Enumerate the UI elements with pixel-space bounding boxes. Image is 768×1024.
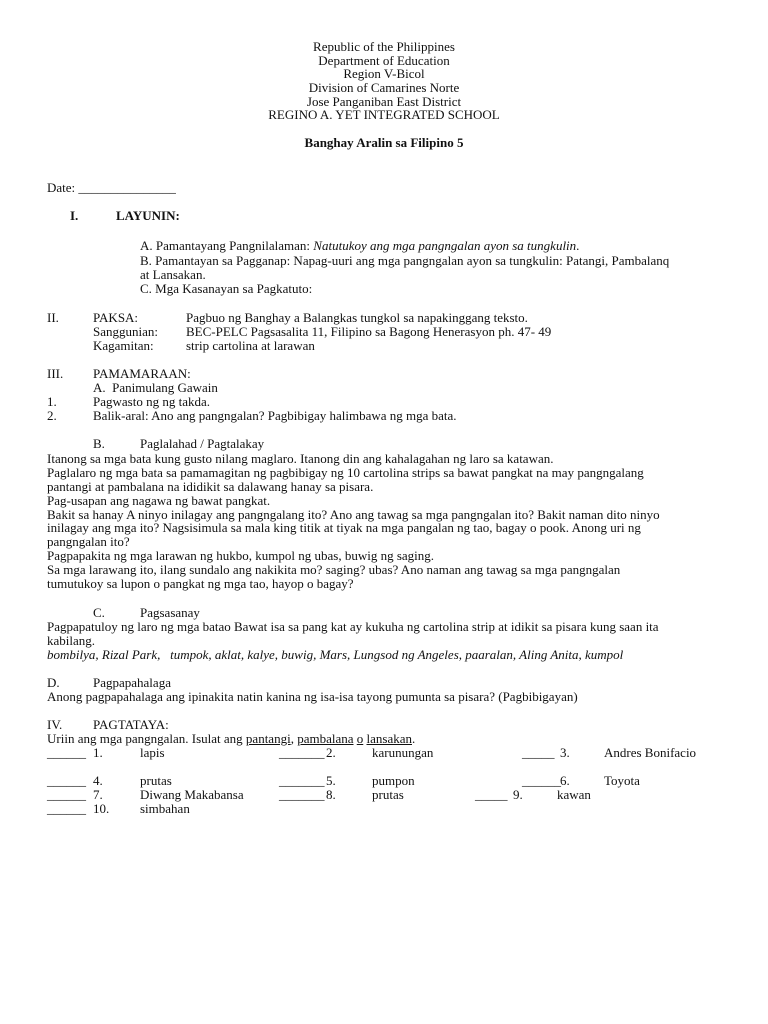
item-number-6: 6. [560,773,570,788]
item-a-text: Natutukoy ang mga pangngalan ayon sa tungkulin [313,238,577,253]
paglalahad-line-3: pantangi at pambalana na ididikit sa dalawang hanay sa pisara. [47,479,374,494]
item-number-3: 3. [560,745,570,760]
item-word-7: Diwang Makabansa [140,787,244,802]
item-a-label: A. Pamantayang Pangnilalaman: [140,238,314,253]
section3-b-letter: B. [93,436,105,451]
item-number-8: 8. [326,787,336,802]
paglalahad-line-6: inilagay ang mga ito? Nagsisimula sa mala king titik at tiyak na mga pangalan ng tao, bagay o pook. Anong uri ng [47,520,641,535]
paglalahad-line-5: Bakit sa hanay A ninyo inilagay ang pangngalang ito? Ano ang tawag sa mga pangngalan ito? Bakit naman dito ninyo [47,507,660,522]
answer-blank-2: _______ [279,745,325,760]
section3-c-letter: C. [93,605,105,620]
item-word-5: pumpon [372,773,415,788]
header-district: Jose Panganiban East District [306,94,462,109]
item-number-1: 1. [93,745,103,760]
paglalahad-line-7: pangngalan ito? [47,534,130,549]
instructions-lansakan: lansakan [366,731,412,746]
answer-blank-1: ______ [47,745,86,760]
item-number-2: 2. [326,745,336,760]
section3-heading: PAMAMARAAN: [93,366,191,381]
date-line: Date: _______________ [47,180,176,195]
item-number-9: 9. [513,787,523,802]
header-region: Region V-Bicol [343,66,425,81]
section1-numeral: I. [70,208,79,223]
answer-blank-3: _____ [522,745,555,760]
section1-item-b-line2: at Lansakan. [140,267,206,282]
section1-item-c: C. Mga Kasanayan sa Pagkatuto: [140,281,313,296]
paglalahad-line-8: Pagpapakita ng mga larawan ng hukbo, kumpol ng ubas, buwig ng saging. [47,548,435,563]
instructions-start: Uriin ang mga pangngalan. Isulat ang [47,731,246,746]
item-word-6: Toyota [604,773,640,788]
header-division: Division of Camarines Norte [308,80,460,95]
paglalahad-line-10: tumutukoy sa lupon o pangkat ng mga tao, hayop o bagay? [47,576,354,591]
paglalahad-line-9: Sa mga larawang ito, ilang sundalo ang nakikita mo? saging? ubas? Ano naman ang tawag sa mga pangngalan [47,562,621,577]
item-word-10: simbahan [140,801,190,816]
paglalahad-line-1: Itanong sa mga bata kung gusto nilang maglaro. Itanong din ang kahalagahan ng laro sa katawan. [47,451,554,466]
section4-numeral: IV. [47,717,63,732]
section2-label-paksa: PAKSA: [93,310,139,325]
paglalahad-line-2: Paglalaro ng mga bata sa pamamagitan ng pagbibigay ng 10 cartolina strips sa bawat pangkat na may pangngalang [47,465,644,480]
item-word-3: Andres Bonifacio [604,745,697,760]
item-word-4: prutas [140,773,172,788]
item-number-10: 10. [93,801,110,816]
instructions-pambalana: pambalana [297,731,354,746]
section3-c-heading: Pagsasanay [140,605,200,620]
section3-b-heading: Paglalahad / Pagtalakay [140,436,265,451]
section3-d-heading: Pagpapahalaga [93,675,171,690]
section4-instructions [47,732,415,746]
header-school: REGINO A. YET INTEGRATED SCHOOL [268,107,500,122]
section2-label-sanggunian: Sanggunian: [93,324,158,339]
paglalahad-line-4: Pag-usapan ang nagawa ng bawat pangkat. [47,493,271,508]
item-a-end: . [576,238,580,253]
section3-item1-number: 1. [47,394,57,409]
section2-label-kagamitan: Kagamitan: [93,338,154,353]
answer-blank-8: _______ [279,787,325,802]
section1-heading: LAYUNIN: [116,208,180,223]
section3-item2-text: Balik-aral: Ano ang pangngalan? Pagbibigay halimbawa ng mga bata. [93,408,457,423]
answer-blank-9: _____ [475,787,508,802]
section3-a-heading: A. Panimulang Gawain [93,380,218,395]
section3-numeral: III. [47,366,64,381]
section2-value-paksa: Pagbuo ng Banghay a Balangkas tungkol sa napakinggang teksto. [186,310,528,325]
pagpapahalaga-question: Anong pagpapahalaga ang ipinakita natin kanina ng isa-isa tayong pumunta sa pisara? (Pagbibigayan) [47,689,578,704]
section1-item-a [140,239,579,253]
answer-blank-4: ______ [47,773,86,788]
answer-blank-10: ______ [47,801,86,816]
item-word-9: kawan [557,787,591,802]
item-word-1: lapis [140,745,165,760]
item-word-2: karunungan [372,745,434,760]
section2-value-kagamitan: strip cartolina at larawan [186,338,315,353]
section3-item1-text: Pagwasto ng ng takda. [93,394,210,409]
section2-value-sanggunian: BEC-PELC Pagsasalita 11, Filipino sa Bagong Henerasyon ph. 47- 49 [186,324,552,339]
instructions-end: . [411,731,416,746]
item-number-5: 5. [326,773,336,788]
answer-blank-5: _______ [279,773,325,788]
pagsasanay-line-1: Pagpapatuloy ng laro ng mga batao Bawat isa sa pang kat ay kukuha ng cartolina strip at idikit sa pisara kung saan ita [47,619,659,634]
item-number-7: 7. [93,787,103,802]
item-number-4: 4. [93,773,103,788]
section4-heading: PAGTATAYA: [93,717,169,732]
header-department: Department of Education [318,53,450,68]
answer-blank-6: ______ [522,773,561,788]
answer-blank-7: ______ [47,787,86,802]
instructions-pantangi: pantangi [245,731,291,746]
section3-item2-number: 2. [47,408,57,423]
pagsasanay-word-list: bombilya, Rizal Park, tumpok, aklat, kalye, buwig, Mars, Lungsod ng Angeles, paaralan, Aling Anita, kumpol [47,647,624,662]
instructions-sep-1: , [290,731,298,746]
header-republic: Republic of the Philippines [313,39,455,54]
item-word-8: prutas [372,787,404,802]
document-title: Banghay Aralin sa Filipino 5 [304,135,464,150]
section1-item-b-line1: B. Pamantayan sa Pagganap: Napag-uuri ang mga pangngalan ayon sa tungkulin: Patangi, Pambalanq [140,253,670,268]
section2-numeral: II. [47,310,59,325]
section3-d-letter: D. [47,675,60,690]
instructions-o: o [356,731,364,746]
pagsasanay-line-2: kabilang. [47,633,96,648]
